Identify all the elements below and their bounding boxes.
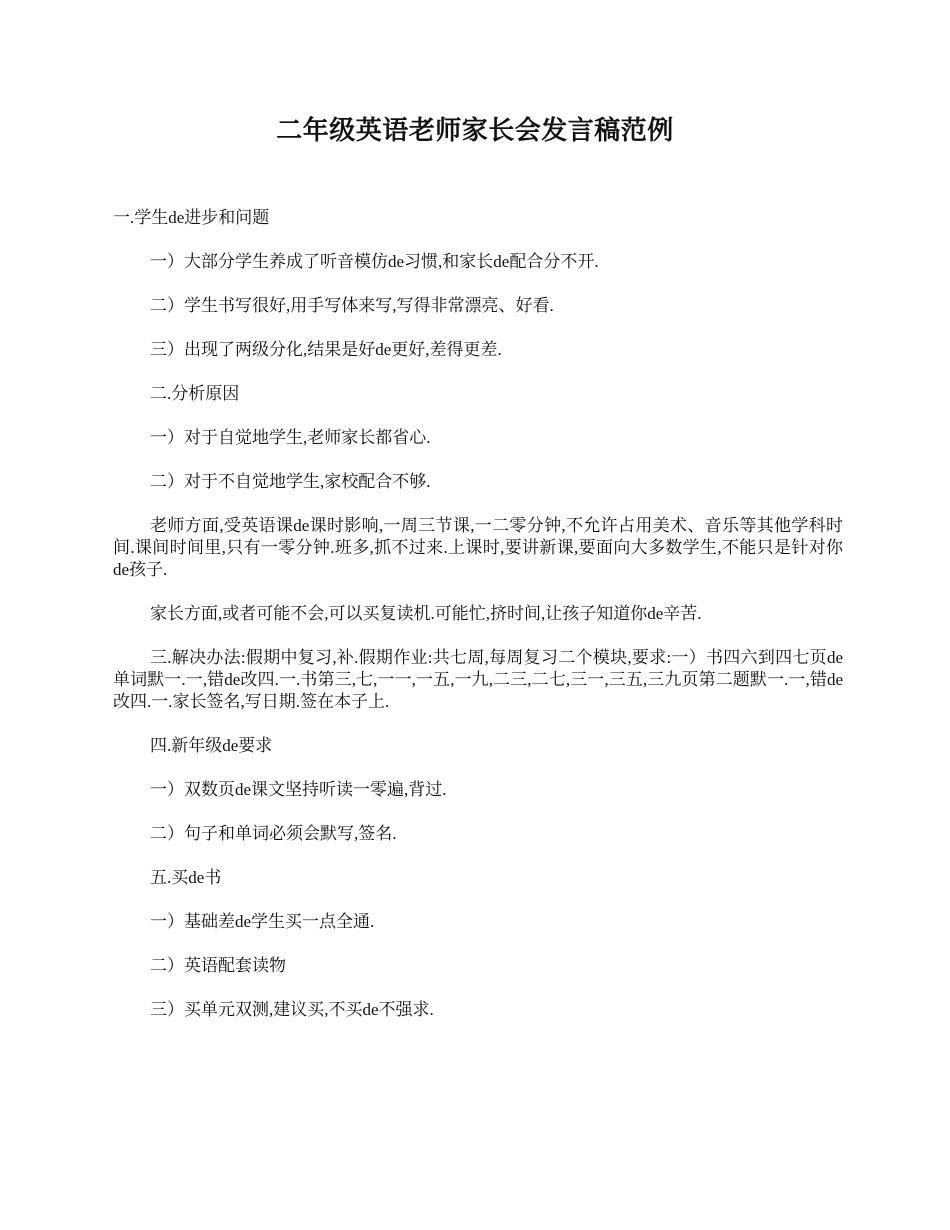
paragraph: 三）买单元双测,建议买,不买de不强求.: [150, 1000, 434, 1019]
paragraph: 二）学生书写很好,用手写体来写,写得非常漂亮、好看.: [150, 296, 554, 315]
paragraph: 一）双数页de课文坚持听读一零遍,背过.: [150, 780, 447, 799]
paragraph: 一）大部分学生养成了听音模仿de习惯,和家长de配合分不开.: [150, 252, 599, 271]
document-body: [113, 207, 843, 1043]
paragraph: 三）出现了两级分化,结果是好de更好,差得更差.: [150, 340, 502, 359]
paragraph: 二）对于不自觉地学生,家校配合不够.: [150, 472, 431, 491]
paragraph: 老师方面,受英语课de课时影响,一周三节课,一二零分钟,不允许占用美术、音乐等其他学科时间.课间时间里,只有一零分钟.班多,抓不过来.上课时,要讲新课,要面向大多数学生,不能只是针对你de孩子.: [113, 516, 843, 579]
section-heading-requirements: 四.新年级de要求: [150, 736, 273, 755]
paragraph: 二）英语配套读物: [150, 956, 286, 975]
section-heading-solution: 三.解决办法:假期中复习,补.假期作业:共七周,每周复习二个模块,要求:一）书四六到四七页de单词默一.一,错de改四.一.书第三,七,一一,一五,一九,二三,二七,三一,三五,三九页第二题默一.一,错de改四.一.家长签名,写日期.签在本子上.: [113, 648, 843, 711]
paragraph: 一）基础差de学生买一点全通.: [150, 912, 375, 931]
section-heading-books: 五.买de书: [150, 868, 222, 887]
section-heading-progress: 一.学生de进步和问题: [113, 208, 270, 227]
document-title: 二年级英语老师家长会发言稿范例: [276, 116, 674, 145]
paragraph: 家长方面,或者可能不会,可以买复读机.可能忙,挤时间,让孩子知道你de辛苦.: [150, 604, 702, 623]
paragraph: 二）句子和单词必须会默写,签名.: [150, 824, 397, 843]
section-heading-analysis: 二.分析原因: [150, 384, 240, 403]
paragraph: 一）对于自觉地学生,老师家长都省心.: [150, 428, 431, 447]
